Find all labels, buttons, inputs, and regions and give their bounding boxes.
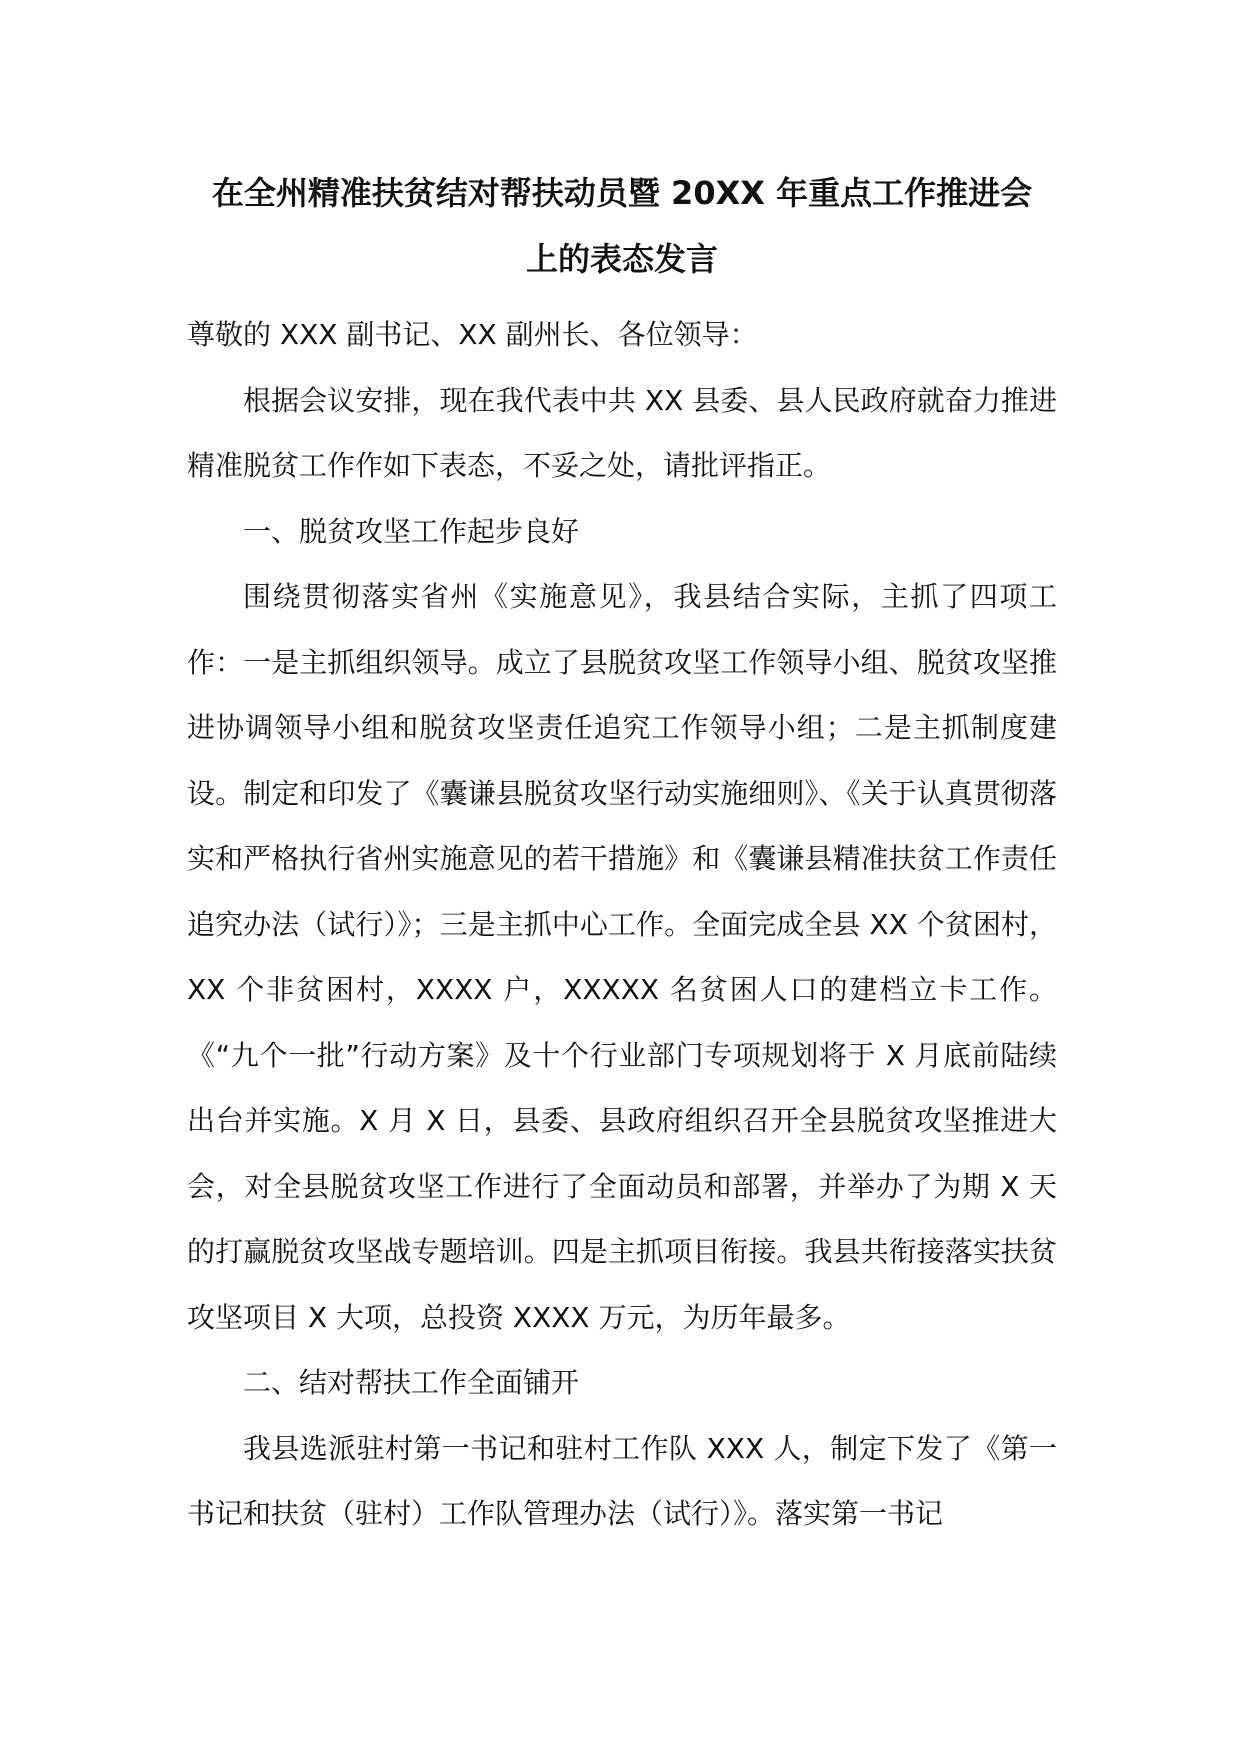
paragraph-intro: 根据会议安排，现在我代表中共 XX 县委、县人民政府就奋力推进精准脱贫工作作如下表态，不妥之处，请批评指正。 bbox=[187, 383, 1057, 482]
paragraph-section-1: 围绕贯彻落实省州《实施意见》，我县结合实际，主抓了四项工作：一是主抓组织领导。成立了县脱贫攻坚工作领导小组、脱贫攻坚推进协调领导小组和脱贫攻坚责任追究工作领导小组；二是主抓制度建设。制定和印发了《囊谦县脱贫攻坚行动实施细则》、《关于认真贯彻落实和严格执行省州实施意见的若干措施》和《囊谦县精准扶贫工作责任追究办法（试行）》；三是主抓中心工作。全面完成全县 XX 个贫困村，XX 个非贫困村，XXXX 户，XXXXX 名贫困人口的建档立卡工作。《“九个一批”行动方案》及十个行业部门专项规划将于 X 月底前陆续出台并实施。X 月 X 日，县委、县政府组织召开全县脱贫攻坚推进大会，对全县脱贫攻坚工作进行了全面动员和部署，并举办了为期 X 天的打赢脱贫攻坚战专题培训。四是主抓项目衔接。我县共衔接落实扶贫攻坚项目 X 大项，总投资 XXXX 万元，为历年最多。 bbox=[187, 580, 1057, 1334]
section-heading-1: 一、脱贫攻坚工作起步良好 bbox=[243, 514, 580, 548]
title-line-1: 在全州精准扶贫结对帮扶动员暨 20XX 年重点工作推进会 bbox=[211, 174, 1033, 212]
document-body bbox=[187, 160, 1057, 1547]
section-heading-2: 二、结对帮扶工作全面铺开 bbox=[243, 1366, 580, 1399]
paragraph-section-2: 我县选派驻村第一书记和驻村工作队 XXX 人，制定下发了《第一书记和扶贫（驻村）工作队管理办法（试行）》。落实第一书记 bbox=[187, 1431, 1057, 1530]
document-title bbox=[187, 160, 1057, 292]
salutation: 尊敬的 XXX 副书记、XX 副州长、各位领导： bbox=[187, 318, 758, 351]
title-line-2: 上的表态发言 bbox=[525, 240, 718, 278]
